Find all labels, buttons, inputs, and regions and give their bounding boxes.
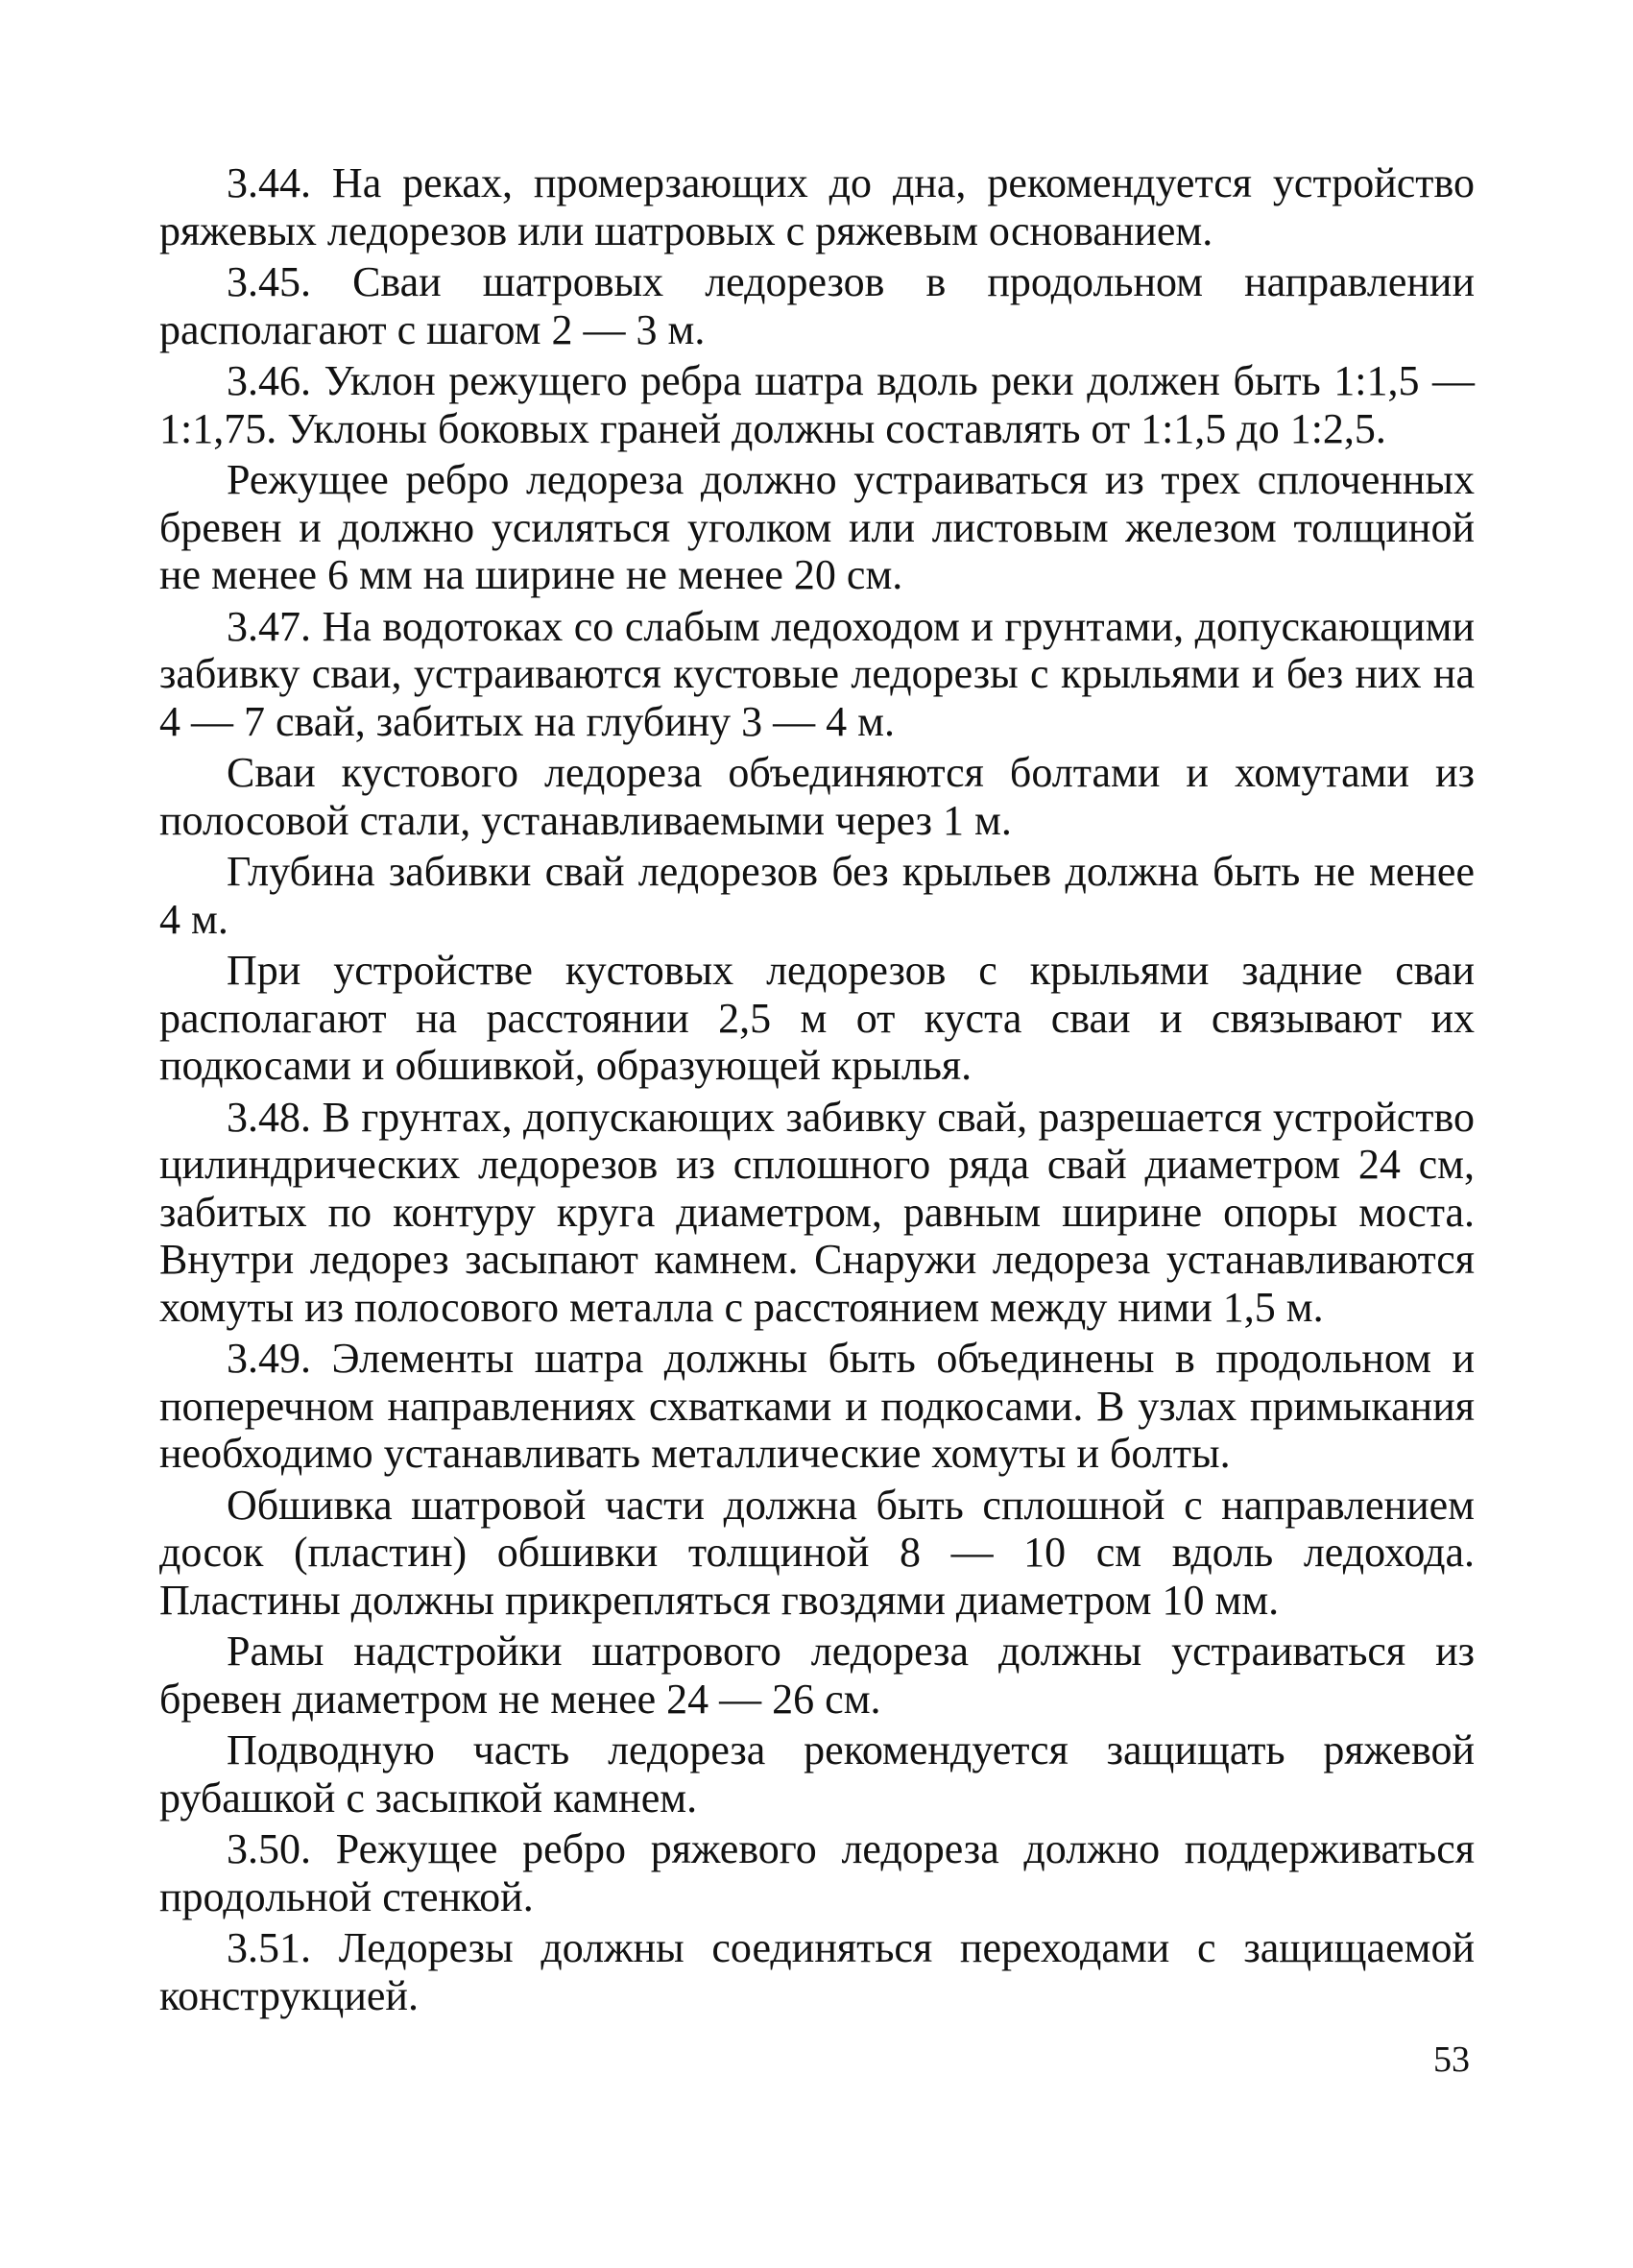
paragraph-3-45: 3.45. Сваи шатровых ледорезов в продольном направлении располагают с шагом 2 — 3 м. [159, 258, 1475, 353]
paragraph-underwater: Подводную часть ледореза рекомендуется защищать ряжевой рубашкой с засыпкой камнем. [159, 1726, 1475, 1822]
paragraph-wings: При устройстве кустовых ледорезов с крыльями задние сваи располагают на расстоянии 2,5 м от куста сваи и связывают их подкосами и обшивкой, образующей крылья. [159, 947, 1475, 1089]
paragraph-3-48: 3.48. В грунтах, допускающих забивку свай, разрешается устройство цилиндрических ледорезов из сплошного ряда свай диаметром 24 см, забитых по контуру круга диаметром, равным ширине опоры моста. Внутри ледорез засыпают камнем. Снаружи ледореза устанавливаются хомуты из полосового металла с расстоянием между ними 1,5 м. [159, 1093, 1475, 1331]
paragraph-3-46: 3.46. Уклон режущего ребра шатра вдоль реки должен быть 1:1,5 — 1:1,75. Уклоны боковых граней должны составлять от 1:1,5 до 1:2,5. [159, 357, 1475, 452]
paragraph-pile-depth: Глубина забивки свай ледорезов без крыльев должна быть не менее 4 м. [159, 848, 1475, 943]
paragraph-3-51: 3.51. Ледорезы должны соединяться переходами с защищаемой конструкцией. [159, 1924, 1475, 2019]
paragraph-3-47: 3.47. На водотоках со слабым ледоходом и грунтами, допускающими забивку сваи, устраиваются кустовые ледорезы с крыльями и без них на 4 — 7 свай, забитых на глубину 3 — 4 м. [159, 602, 1475, 745]
paragraph-3-49: 3.49. Элементы шатра должны быть объединены в продольном и поперечном направлениях схватками и подкосами. В узлах примыкания необходимо устанавливать металлические хомуты и болты. [159, 1335, 1475, 1477]
paragraph-sheathing: Обшивка шатровой части должна быть сплошной с направлением досок (пластин) обшивки толщиной 8 — 10 см вдоль ледохода. Пластины должны прикрепляться гвоздями диаметром 10 мм. [159, 1481, 1475, 1624]
page-body [159, 159, 1475, 2023]
paragraph-3-50: 3.50. Режущее ребро ряжевого ледореза должно поддерживаться продольной стенкой. [159, 1825, 1475, 1920]
paragraph-3-44: 3.44. На реках, промерзающих до дна, рекомендуется устройство ряжевых ледорезов или шатровых с ряжевым основанием. [159, 159, 1475, 254]
paragraph-cutting-edge: Режущее ребро ледореза должно устраиваться из трех сплоченных бревен и должно усиляться уголком или листовым железом толщиной не менее 6 мм на ширине не менее 20 см. [159, 456, 1475, 598]
page-number: 53 [1433, 2039, 1470, 2080]
paragraph-pile-bolts: Сваи кустового ледореза объединяются болтами и хомутами из полосовой стали, устанавливаемыми через 1 м. [159, 749, 1475, 844]
paragraph-frames: Рамы надстройки шатрового ледореза должны устраиваться из бревен диаметром не менее 24 — 26 см. [159, 1628, 1475, 1723]
